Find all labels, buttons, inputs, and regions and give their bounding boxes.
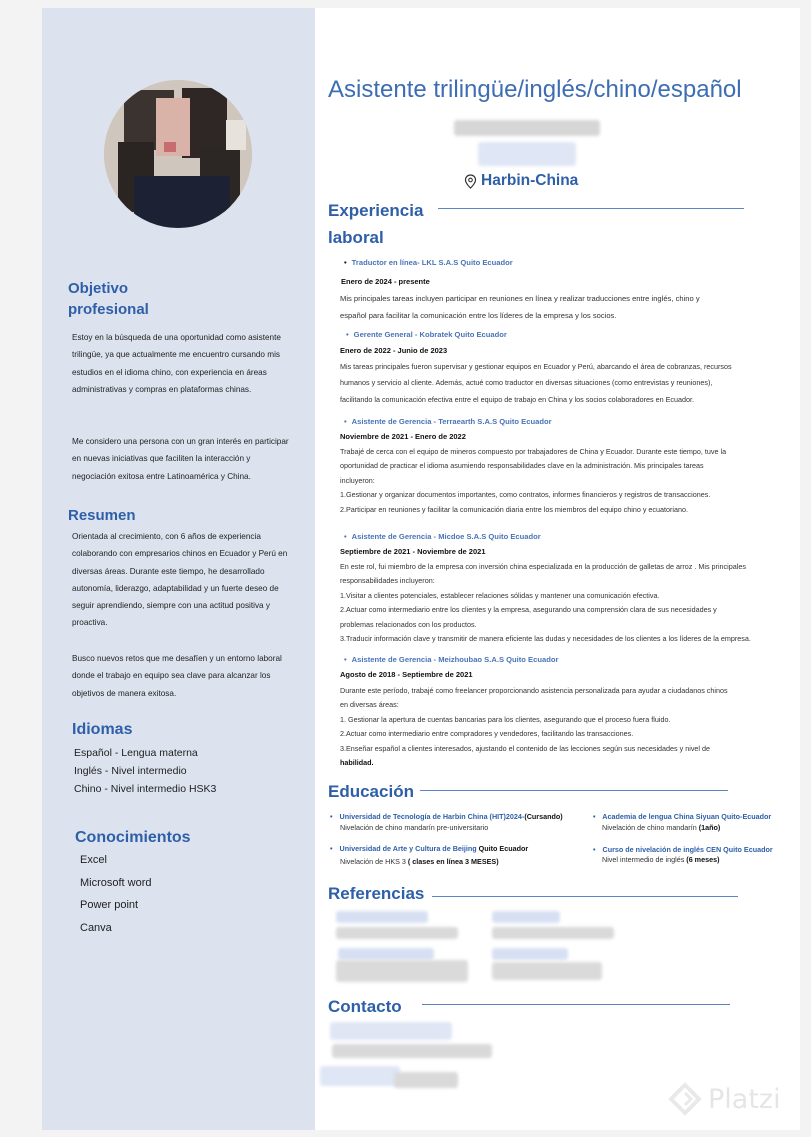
redacted-contact xyxy=(330,1022,452,1040)
watermark-text: Platzi xyxy=(708,1083,781,1115)
job-description: Durante este período, trabajé como freelancer proporcionando asistencia personalizada para ayudar a ciudadanos chinos en diversas áreas: 1. Gestionar la apertura de cuentas bancarias para los clientes, asegurando que el proceso fuera fluido. 2.Actuar como intermediario entre compradores y vendedores, facilitando las transacciones. 3.Enseñar español a clientes interesados, ajustando el contenido de las lecciones según sus necesidades y nivel de habilidad. xyxy=(340,686,728,768)
sidebar xyxy=(42,8,315,1130)
objective-heading: Objetivo profesional xyxy=(68,280,149,318)
job-date: Noviembre de 2021 - Enero de 2022 xyxy=(340,432,466,441)
knowledge-heading: Conocimientos xyxy=(75,829,191,846)
redacted-reference xyxy=(492,911,560,923)
job-date: Enero de 2022 - Junio de 2023 xyxy=(340,346,448,355)
language-item: Inglés - Nivel intermedio xyxy=(74,765,187,777)
job-date: Agosto de 2018 - Septiembre de 2021 xyxy=(340,670,473,679)
contact-heading: Contacto xyxy=(328,997,402,1016)
city-name: Harbin-China xyxy=(481,172,579,189)
redacted-reference xyxy=(492,962,602,980)
job-title: • Asistente de Gerencia - Terraearth S.A.S Quito Ecuador xyxy=(344,417,552,426)
redacted-reference xyxy=(336,927,458,939)
resume-page xyxy=(42,8,800,1130)
knowledge-item: Canva xyxy=(80,921,112,934)
redacted-name xyxy=(454,120,600,136)
knowledge-item: Excel xyxy=(80,854,107,866)
job-title: • Asistente de Gerencia - Meizhoubao S.A.S Quito Ecuador xyxy=(344,655,558,664)
languages-heading: Idiomas xyxy=(72,721,133,738)
location-pin-icon xyxy=(464,174,477,189)
references-heading: Referencias xyxy=(328,884,425,903)
education-item-title: • Academia de lengua China Siyuan Quito-Ecuador xyxy=(593,812,771,821)
redacted-reference xyxy=(492,948,568,960)
profile-photo xyxy=(104,80,252,228)
knowledge-item: Power point xyxy=(80,899,139,912)
job-title: • Traductor en línea- LKL S.A.S Quito Ecuador xyxy=(344,258,513,267)
education-heading: Educación xyxy=(328,782,414,801)
redacted-contact xyxy=(332,1044,492,1058)
education-item-detail: Nivelación de HKS 3 ( clases en línea 3 MESES) xyxy=(340,857,499,866)
redacted-reference xyxy=(336,911,428,923)
summary-paragraph-2: Busco nuevos retos que me desafíen y un entorno laboral donde el trabajo en equipo sea clave para alcanzar los objetivos de manera exitosa. xyxy=(72,654,282,698)
page-title: Asistente trilingüe/inglés/chino/español xyxy=(328,76,742,103)
education-item-title: • Curso de nivelación de inglés CEN Quito Ecuador xyxy=(593,845,773,854)
languages-list xyxy=(74,747,216,801)
job-date: Enero de 2024 - presente xyxy=(341,277,430,286)
experience-heading: Experiencia laboral xyxy=(328,201,424,247)
redacted-reference xyxy=(492,927,614,939)
job-description: Mis principales tareas incluyen participar en reuniones en línea y realizar traducciones entre inglés, chino y español para facilitar la comunicación entre los líderes de la empresa y los socios. xyxy=(340,294,700,320)
education-item-title: • Universidad de Tecnología de Harbin China (HIT)2024-(Cursando) xyxy=(330,812,563,821)
education-item-detail: Nivelación de chino mandarín pre-universitario xyxy=(340,823,489,832)
objective-paragraph-2: Me considero una persona con un gran interés en participar en nuevas iniciativas que faciliten la interacción y negociación exitosa entre Latinoamérica y China. xyxy=(72,437,289,481)
job-title: • Gerente General - Kobratek Quito Ecuador xyxy=(346,330,507,339)
knowledge-item: Microsoft word xyxy=(80,876,152,889)
redacted-reference xyxy=(338,948,434,960)
platzi-watermark xyxy=(668,1082,781,1116)
summary-heading: Resumen xyxy=(68,507,136,524)
job-description: Mis tareas principales fueron supervisar y gestionar equipos en Ecuador y Perú, abarcando el área de cobranzas, recursos humanos y servicio al cliente. Además, actué como traductor en diversas situaciones (como entrevistas y reuniones), facilitando la comunicación efectiva entre el equipo de trabajo en China y los socios colaboradores en Ecuador. xyxy=(340,362,732,404)
objective-paragraph-1: Estoy en la búsqueda de una oportunidad como asistente trilingüe, ya que actualmente me encuentro cursando mis estudios en el idioma chino, con experiencia en áreas administrativas y compras en plataformas chinas. xyxy=(72,333,281,394)
contact-divider xyxy=(422,1004,730,1005)
location xyxy=(464,172,578,190)
experience-divider xyxy=(438,208,744,209)
redacted-contact-line xyxy=(478,142,576,166)
education-divider xyxy=(420,790,728,791)
redacted-reference xyxy=(336,960,468,982)
job-date: Septiembre de 2021 - Noviembre de 2021 xyxy=(340,547,486,556)
job-description: En este rol, fui miembro de la empresa con inversión china especializada en la producción de galletas de arroz . Mis principales responsabilidades incluyeron: 1.Visitar a clientes potenciales, establecer relaciones sólidas y mantener una comunicación efectiva. 2.Actuar como intermediario entre los clientes y la empresa, asegurando una comprensión clara de sus necesidades y problemas relacionados con los productos. 3.Traducir información clave y transmitir de manera eficiente las dudas y necesidades de los clientes a los líderes de la empresa. xyxy=(340,562,751,644)
education-item-detail: Nivelación de chino mandarín (1año) xyxy=(602,823,721,832)
language-item: Chino - Nivel intermedio HSK3 xyxy=(74,783,217,795)
platzi-logo-icon xyxy=(668,1082,702,1116)
summary-paragraph-1: Orientada al crecimiento, con 6 años de experiencia colaborando con empresarios chinos en Ecuador y Perú en diversas áreas. Durante este tiempo, he desarrollado autonomía, liderazgo, adaptabilidad y un fuerte deseo de seguir aprendiendo, siempre con una actitud positiva y proactiva. xyxy=(72,532,288,628)
education-item-detail: Nivel intermedio de inglés (6 meses) xyxy=(602,855,720,864)
education-item-title: • Universidad de Arte y Cultura de Beijing Quito Ecuador xyxy=(330,844,528,853)
references-divider xyxy=(432,896,738,897)
language-item: Español - Lengua materna xyxy=(74,747,198,759)
job-description: Trabajé de cerca con el equipo de mineros compuesto por trabajadores de China y Ecuador. Durante este tiempo, tuve la oportunidad de practicar el idioma asumiendo responsabilidades clave en la administración. Mis principales tareas incluyeron: 1.Gestionar y organizar documentos importantes, como contratos, informes financieros y registros de transacciones. 2.Participar en reuniones y facilitar la comunicación diaria entre los miembros del equipo chino y ecuatoriano. xyxy=(340,447,727,514)
knowledge-list xyxy=(80,854,152,944)
redacted-contact xyxy=(394,1072,458,1088)
job-title: • Asistente de Gerencia - Micdoe S.A.S Quito Ecuador xyxy=(344,532,541,541)
redacted-contact xyxy=(320,1066,400,1086)
